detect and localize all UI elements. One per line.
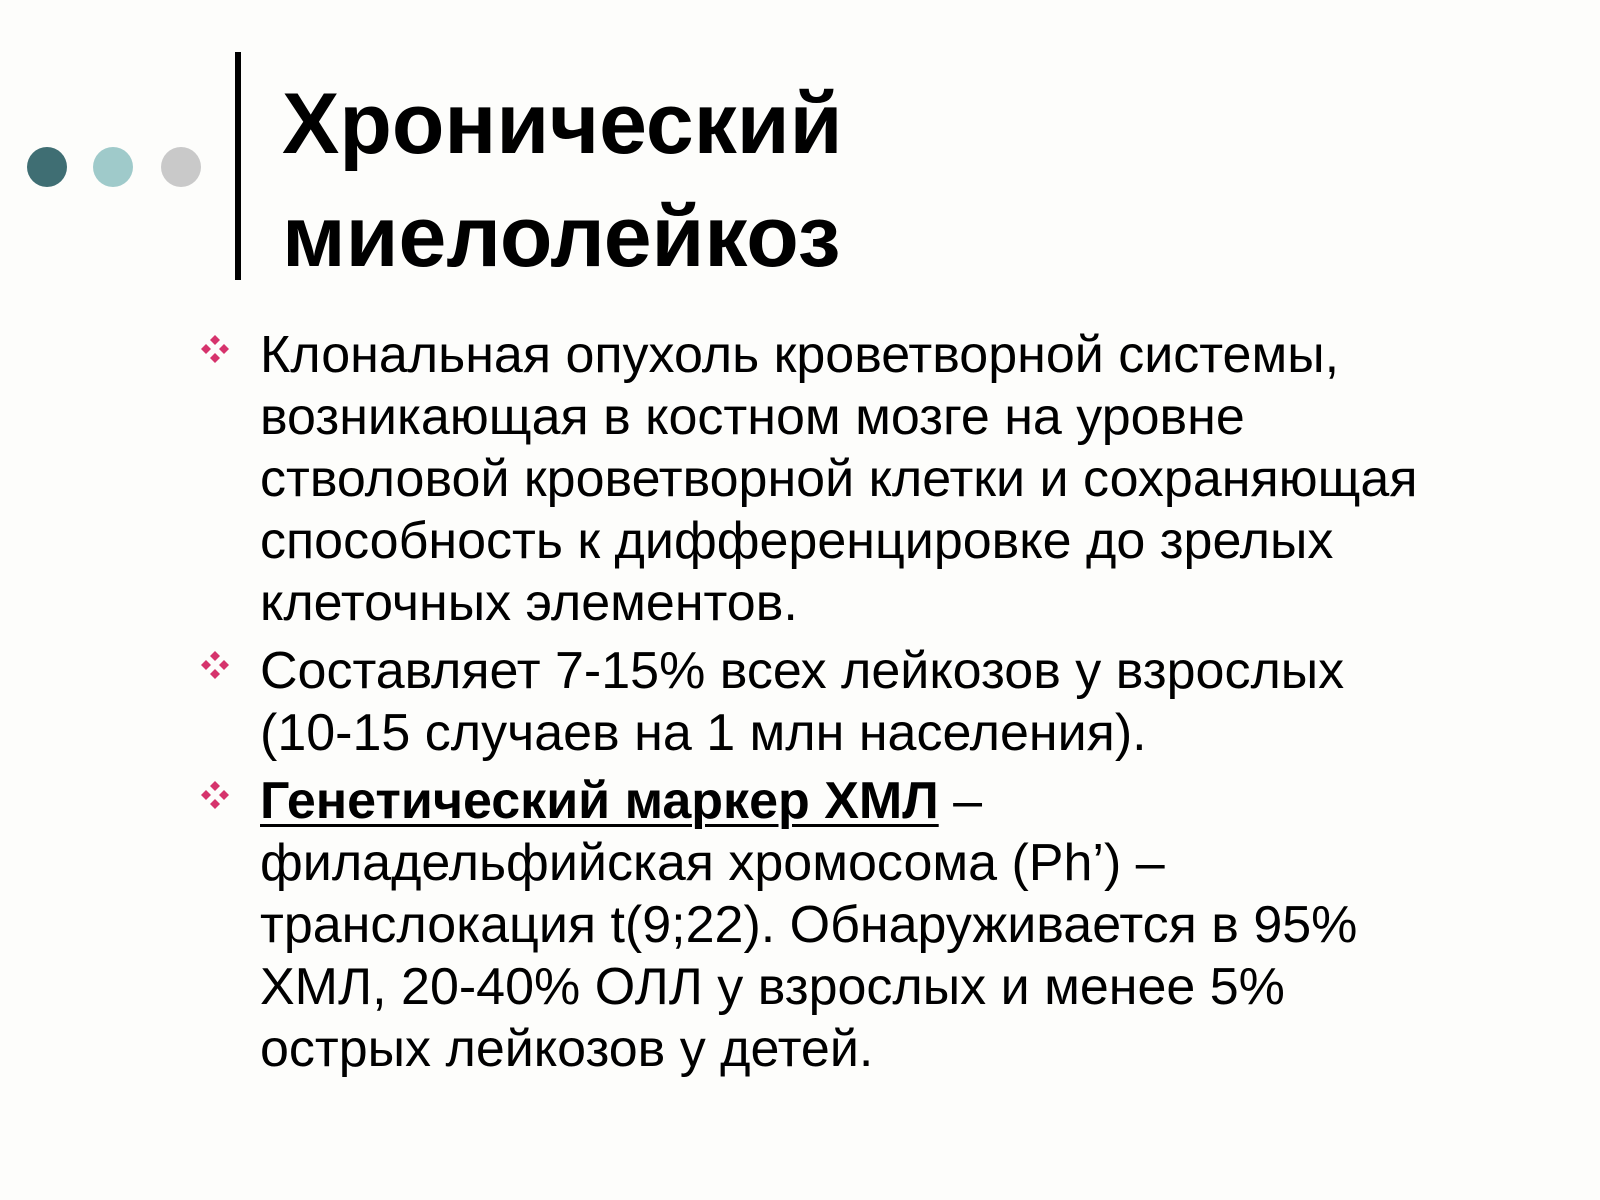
genetic-marker-dash: – [938, 772, 983, 830]
slide-title [282, 68, 842, 294]
bullet-text-line: возникающая в костном мозге на уровне [260, 388, 1245, 446]
bullet-item-genetic-marker [200, 770, 1580, 1080]
diamond-four-dots-icon [200, 780, 230, 810]
bullet-text-line: (10-15 случаев на 1 млн населения). [260, 704, 1147, 762]
bullet-text-line: транслокация t(9;22). Обнаруживается в 95% [260, 896, 1358, 954]
bullet-text-line: стволовой кроветворной клетки и сохраняющая [260, 450, 1418, 508]
bullet-text-line: филадельфийская хромосома (Ph’) – [260, 834, 1165, 892]
bullet-text-line: Клональная опухоль кроветворной системы, [260, 326, 1340, 384]
slide-title-line-2: миелолейкоз [282, 189, 841, 285]
bullet-item-definition [200, 324, 1580, 634]
slide-title-line-1: Хронический [282, 76, 843, 172]
bullet-list [200, 324, 1580, 1086]
decorative-dot-dark-teal [27, 147, 67, 187]
diamond-four-dots-icon [200, 334, 230, 364]
bullet-text-line: Составляет 7-15% всех лейкозов у взрослых [260, 642, 1345, 700]
genetic-marker-term: Генетический маркер ХМЛ [260, 772, 939, 830]
decorative-dot-light-teal [93, 147, 133, 187]
bullet-text-line: острых лейкозов у детей. [260, 1020, 874, 1078]
title-divider [235, 52, 241, 280]
bullet-text-line: клеточных элементов. [260, 574, 798, 632]
bullet-item-prevalence [200, 640, 1580, 764]
bullet-heading-line [260, 770, 1580, 832]
bullet-text-line: ХМЛ, 20-40% ОЛЛ у взрослых и менее 5% [260, 958, 1285, 1016]
bullet-text-line: способность к дифференцировке до зрелых [260, 512, 1334, 570]
decorative-dot-gray [161, 147, 201, 187]
diamond-four-dots-icon [200, 650, 230, 680]
